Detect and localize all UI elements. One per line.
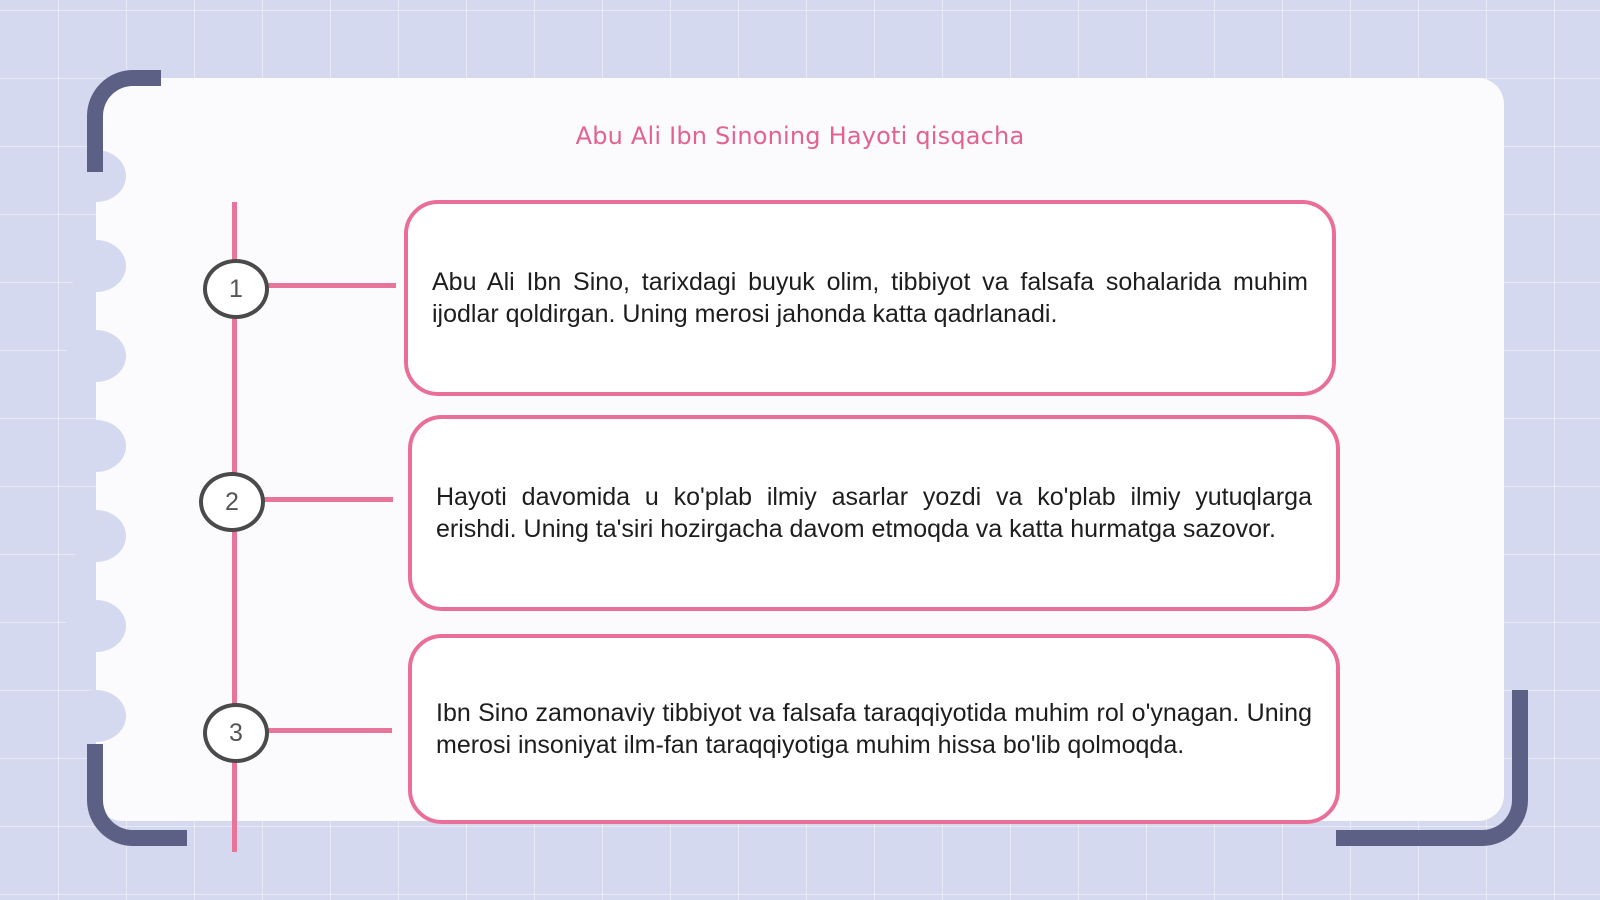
step-number-badge: 3 xyxy=(203,703,269,763)
event-description: Hayoti davomida u ko'plab ilmiy asarlar yozdi va ko'plab ilmiy yutuqlarga erishdi. Uning ta'siri hozirgacha davom etmoqda va katta hurmatga sazovor. xyxy=(436,483,1312,543)
corner-bracket-bottom-right xyxy=(1336,690,1528,846)
notebook-hole xyxy=(66,690,126,742)
notebook-hole xyxy=(66,600,126,652)
timeline-connector xyxy=(264,283,396,288)
corner-bracket-bottom-left xyxy=(87,744,187,846)
step-number-badge: 1 xyxy=(203,259,269,319)
timeline-event-card xyxy=(408,634,1340,824)
corner-bracket-top-left xyxy=(87,70,161,172)
notebook-hole xyxy=(66,330,126,382)
notebook-hole xyxy=(66,420,126,472)
timeline-event-card xyxy=(404,200,1336,396)
event-description: Abu Ali Ibn Sino, tarixdagi buyuk olim, tibbiyot va falsafa sohalarida muhim ijodlar qoldirgan. Uning merosi jahonda katta qadrlanadi. xyxy=(432,268,1308,328)
step-number-badge: 2 xyxy=(199,472,265,532)
notebook-hole xyxy=(66,510,126,562)
notebook-hole xyxy=(66,240,126,292)
timeline-connector xyxy=(262,497,393,502)
page-title: Abu Ali Ibn Sinoning Hayoti qisqacha xyxy=(575,122,1025,150)
timeline-event-card xyxy=(408,415,1340,611)
event-description: Ibn Sino zamonaviy tibbiyot va falsafa taraqqiyotida muhim rol o'ynagan. Uning merosi insoniyat ilm-fan taraqqiyotiga muhim hissa bo'lib qolmoqda. xyxy=(436,699,1312,759)
timeline-connector xyxy=(266,728,392,733)
